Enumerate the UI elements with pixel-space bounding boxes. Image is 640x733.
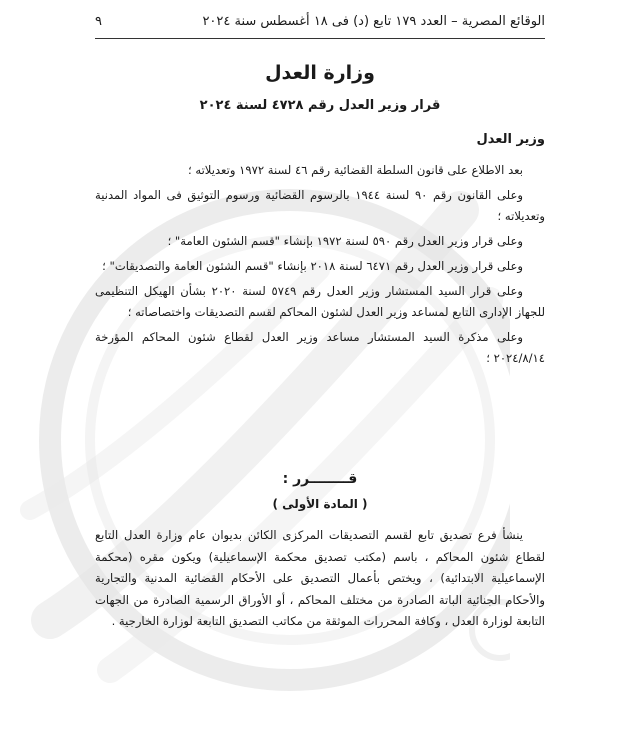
decree-title: قرار وزير العدل رقم ٤٧٢٨ لسنة ٢٠٢٤ (199, 98, 441, 113)
article-body (95, 525, 545, 633)
ministry-title: وزارة العدل (265, 62, 375, 84)
article-paragraph: ينشأ فرع تصديق تابع لقسم التصديقات المركزى الكائن بديوان عام وزارة العدل التابع لقطاع شئون المحاكم ، باسم (مكتب تصديق محكمة الإسماعيلية) ويكون مقره (محكمة الإسماعيلية الابتدائية) ، ويختص بأعمال التصديق على الأحكام القضائية المدنية والتجارية والأحكام الجنائية الباتة الصادرة من مختلف المحاكم ، أو الأوراق الرسمية الصادرة من الجهات التابعة لوزارة العدل ، وكافة المحررات الموثقة من مكاتب التصديق التابعة لوزارة الخارجية . (95, 528, 545, 628)
preamble-paragraph: وعلى القانون رقم ٩٠ لسنة ١٩٤٤ بالرسوم القضائية ورسوم التوثيق فى المواد المدنية وتعديلاته ؛ (95, 188, 545, 223)
preamble-paragraph: بعد الاطلاع على قانون السلطة القضائية رقم ٤٦ لسنة ١٩٧٢ وتعديلاته ؛ (187, 163, 523, 177)
issuer-heading: وزير العدل (476, 132, 545, 147)
header-divider (95, 38, 545, 39)
preamble-paragraph: وعلى قرار السيد المستشار وزير العدل رقم ٥٧٤٩ لسنة ٢٠٢٠ بشأن الهيكل التنظيمى للجهاز الإدارى التابع لمساعد وزير العدل لشئون المحاكم لقسم التصديقات واختصاصاته ؛ (95, 284, 545, 319)
decision-heading: قــــــــرر : (282, 471, 358, 487)
preamble-paragraph: وعلى قرار وزير العدل رقم ٥٩٠ لسنة ١٩٧٢ بإنشاء "قسم الشئون العامة" ؛ (167, 234, 523, 248)
running-title: الوقائع المصرية – العدد ١٧٩ تابع (د) فى ١٨ أغسطس سنة ٢٠٢٤ (202, 14, 545, 29)
page-number: ٩ (95, 14, 102, 29)
preamble (95, 160, 545, 371)
preamble-paragraph: وعلى مذكرة السيد المستشار مساعد وزير العدل لقطاع شئون المحاكم المؤرخة ٢٠٢٤/٨/١٤ ؛ (95, 330, 545, 365)
running-header (95, 14, 545, 29)
preamble-paragraph: وعلى قرار وزير العدل رقم ٦٤٧١ لسنة ٢٠١٨ بإنشاء "قسم الشئون العامة والتصديقات" ؛ (102, 259, 523, 273)
article-heading: ( المادة الأولى ) (272, 497, 368, 511)
